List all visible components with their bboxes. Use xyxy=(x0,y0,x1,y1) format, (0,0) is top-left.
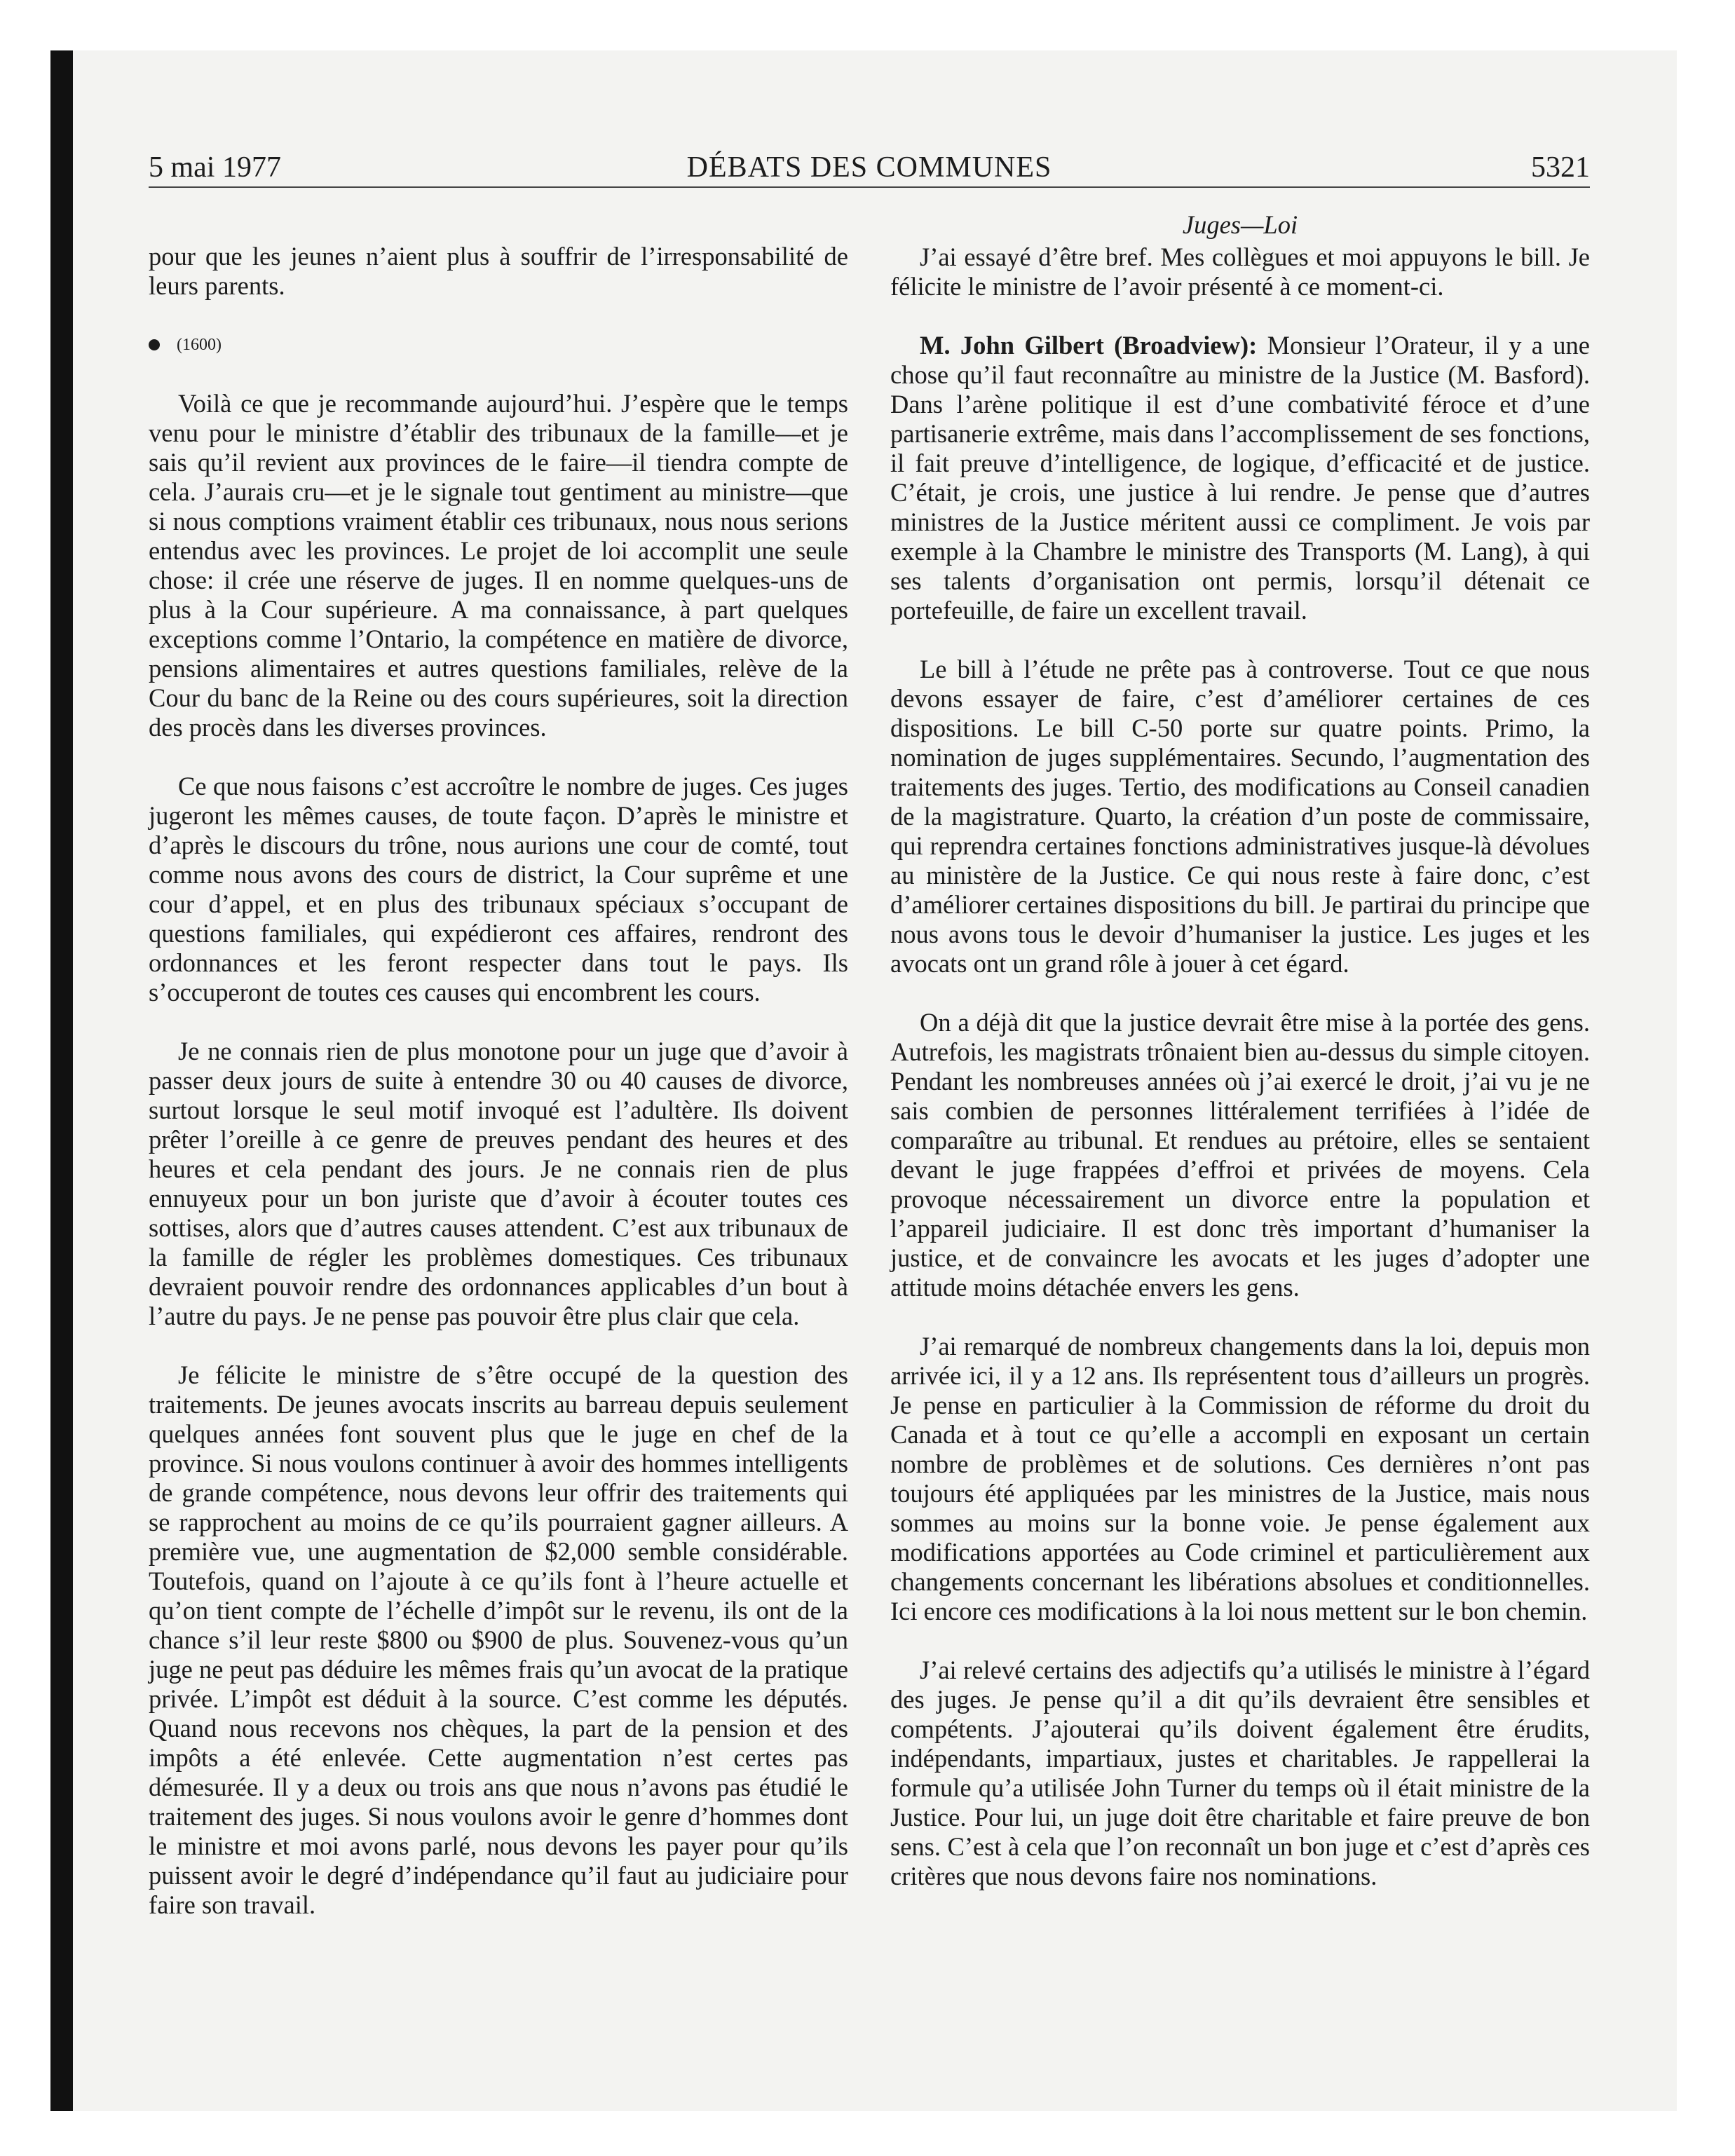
paragraph: Voilà ce que je recommande aujourd’hui. J’espère que le temps venu pour le ministre d’établir des tribunaux de la famille—et je sais qu’il revient aux provinces de le faire—il tiendra compte de cela. J’aurais cru—et je le signale tout gentiment au ministre—que si nous comptions vraiment établir ces tribunaux, nous nous serions entendus avec les provinces. Le projet de loi accomplit une seule chose: il crée une réserve de juges. Il en nomme quelques-uns de plus à la Cour supérieure. A ma connaissance, à part quelques exceptions comme l’Ontario, la compétence en matière de divorce, pensions alimentaires et autres questions familiales, relève de la Cour du banc de la Reine ou des cours supérieures, soit la direction des procès dans les diverses provinces. xyxy=(149,389,848,742)
paragraph: Le bill à l’étude ne prête pas à controverse. Tout ce que nous devons essayer de faire, c’est d’améliorer certaines de ces dispositions. Le bill C-50 porte sur quatre points. Primo, la nomination de juges supplémentaires. Secundo, l’augmentation des traitements des juges. Tertio, des modifications au Conseil canadien de la magistrature. Quarto, la création d’un poste de commissaire, qui reprendra certaines fonctions administratives jusque-là dévolues au ministère de la Justice. Ce qui nous reste à faire donc, c’est d’améliorer certaines dispositions du bill. Je partirai du principe que nous avons tous le devoir d’humaniser la justice. Les juges et les avocats ont un grand rôle à jouer à cet égard. xyxy=(890,655,1590,978)
header-title: DÉBATS DES COMMUNES xyxy=(686,151,1052,184)
paragraph: J’ai essayé d’être bref. Mes collègues et moi appuyons le bill. Je félicite le ministre de l’avoir présenté à ce moment-ci. xyxy=(890,243,1590,301)
paragraph: On a déjà dit que la justice devrait être mise à la portée des gens. Autrefois, les magistrats trônaient bien au-dessus du simple citoyen. Pendant les nombreuses années où j’ai exercé le droit, j’ai vu je ne sais combien de personnes littéralement terrifiées à l’idée de comparaître au tribunal. Et rendues au prétoire, elles se sentaient devant le juge frappées d’effroi et privées de moyens. Cela provoque nécessairement un divorce entre la population et l’appareil judiciaire. Il est donc très important d’humaniser la justice, et de convaincre les avocats et les juges d’adopter une attitude moins détachée envers les gens. xyxy=(890,1008,1590,1302)
paragraph: J’ai remarqué de nombreux changements dans la loi, depuis mon arrivée ici, il y a 12 ans. Ils représentent tous d’ailleurs un progrès. Je pense en particulier à la Commission de réforme du droit du Canada et à tout ce qu’elle a accompli en exposant un certain nombre de problèmes et de solutions. Ces dernières n’ont pas toujours été appliquées par les ministres de la Justice, mais nous sommes au moins sur la bonne voie. Je pense également aux modifications apportées au Code criminel et particulièrement aux changements concernant les libérations absolues et conditionnelles. Ici encore ces modifications à la loi nous mettent sur le bon chemin. xyxy=(890,1332,1590,1625)
running-head: Juges—Loi xyxy=(1182,210,1298,239)
page-header xyxy=(149,150,1590,185)
speaker-text: Monsieur l’Orateur, il y a une chose qu’il faut reconnaître au ministre de la Justice (M. Basford). Dans l’arène politique il est d’une combativité féroce et d’une partisanerie extrême, mais dans l’accomplissement de ses fonctions, il fait preuve d’intelligence, de logique, d’efficacité et de justice. C’était, je crois, une justice à lui rendre. Je pense que d’autres ministres de la Justice méritent aussi ce compliment. Je vois par exemple à la Chambre le ministre des Transports (M. Lang), à qui ses talents d’organisation ont permis, lorsqu’il détenait ce portefeuille, de faire un excellent travail. xyxy=(890,331,1590,625)
right-column xyxy=(890,210,1590,1920)
paragraph: Je félicite le ministre de s’être occupé de la question des traitements. De jeunes avocats inscrits au barreau depuis seulement quelques années font souvent plus que le juge en chef de la province. Si nous voulons continuer à avoir des hommes intelligents de grande compétence, nous devons leur offrir des traitements qui se rapprochent au moins de ce qu’ils pourraient gagner ailleurs. A première vue, une augmentation de $2,000 semble considérable. Toutefois, quand on l’ajoute à ce qu’ils font à l’heure actuelle et qu’on tient compte de l’échelle d’impôt sur le revenu, ils ont de la chance s’il leur reste $800 ou $900 de plus. Souvenez-vous qu’un juge ne peut pas déduire les mêmes frais qu’un avocat de la pratique privée. L’impôt est déduit à la source. C’est comme les députés. Quand nous recevons nos chèques, la part de la pension et des impôts a été enlevée. Cette augmentation n’est certes pas démesurée. Il y a deux ou trois ans que nous n’avons pas étudié le traitement des juges. Si nous voulons avoir le genre d’hommes dont le ministre et moi avons parlé, nous devons les payer pour qu’ils puissent avoir le degré d’indépendance qu’il faut au judiciaire pour faire son travail. xyxy=(149,1360,848,1919)
page-number: 5321 xyxy=(1531,151,1590,184)
paragraph: Je ne connais rien de plus monotone pour un juge que d’avoir à passer deux jours de suite à entendre 30 ou 40 causes de divorce, surtout lorsque le seul motif invoqué est l’adultère. Ils doivent prêter l’oreille à ce genre de preuves pendant des heures et des heures et cela pendant des jours. Je ne connais rien de plus ennuyeux pour un bon juriste que d’avoir à écouter toutes ces sottises, alors que d’autres causes attendent. C’est aux tribunaux de la famille de régler les problèmes domestiques. Ces tribunaux devraient pouvoir rendre des ordonnances applicables d’un bout à l’autre du pays. Je ne pense pas pouvoir être plus clair que cela. xyxy=(149,1037,848,1330)
time-marker xyxy=(149,330,848,360)
speaker-paragraph xyxy=(890,331,1590,625)
header-rule xyxy=(149,186,1590,188)
paragraph: pour que les jeunes n’aient plus à souffrir de l’irresponsabilité de leurs parents. xyxy=(149,242,848,300)
paragraph: Ce que nous faisons c’est accroître le nombre de juges. Ces juges jugeront les mêmes causes, de toute façon. D’après le ministre et d’après le discours du trône, nous aurions une cour de comté, tout comme nous avons des cours de district, la Cour suprême et une cour d’appel, et en plus des tribunaux spéciaux s’occupant de questions familiales, qui expédieront ces affaires, rendront des ordonnances et les feront respecter dans tout le pays. Ils s’occuperont de toutes ces causes qui encombrent les cours. xyxy=(149,772,848,1007)
speaker-name: M. John Gilbert (Broadview): xyxy=(920,331,1258,360)
bullet-icon xyxy=(149,339,160,350)
header-date: 5 mai 1977 xyxy=(149,151,281,184)
binding-edge xyxy=(50,50,73,2111)
left-column xyxy=(149,242,848,1949)
paragraph: J’ai relevé certains des adjectifs qu’a utilisés le ministre à l’égard des juges. Je pense qu’il a dit qu’ils devraient être sensibles et compétents. J’ajouterai qu’ils doivent également être érudits, indépendants, impartiaux, justes et charitables. Je rappellerai la formule qu’a utilisée John Turner du temps où il était ministre de la Justice. Pour lui, un juge doit être charitable et faire preuve de bon sens. C’est à cela que l’on reconnaît un bon juge et c’est d’après ces critères que nous devons faire nos nominations. xyxy=(890,1656,1590,1890)
time-marker-label: (1600) xyxy=(177,336,222,354)
